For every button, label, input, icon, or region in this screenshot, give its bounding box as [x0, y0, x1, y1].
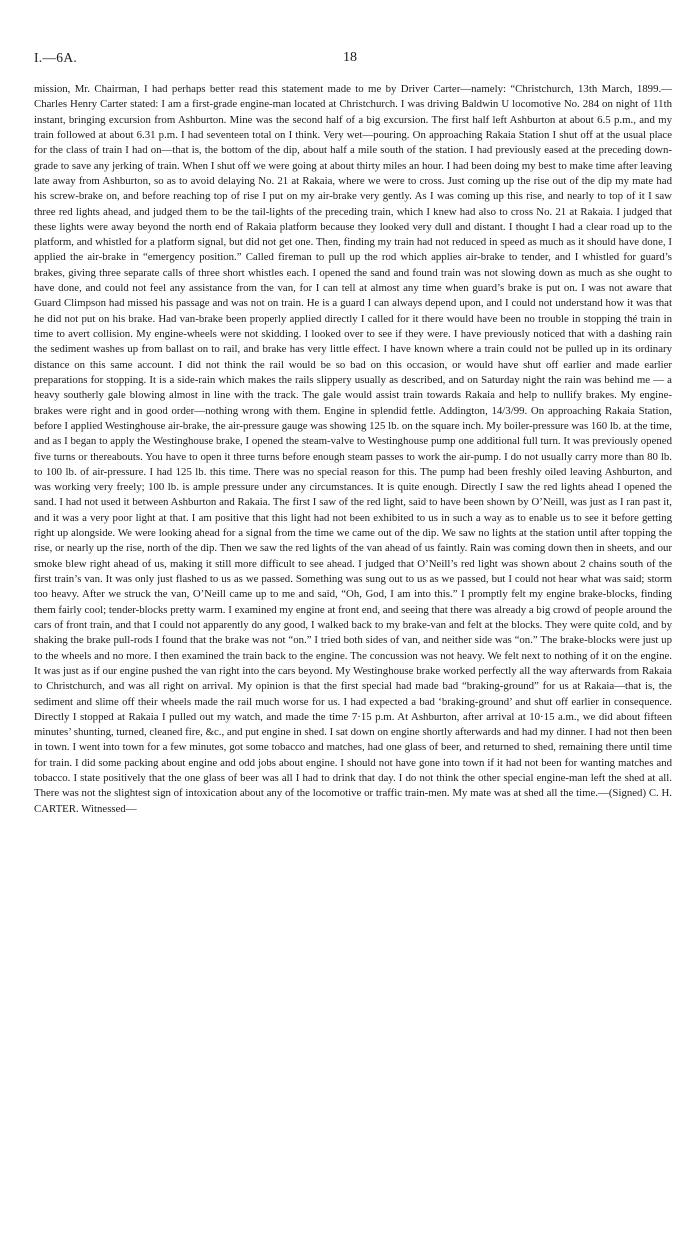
page-header	[34, 50, 666, 70]
body-paragraph: mission, Mr. Chairman, I had perhaps better read this statement made to me by Driver Carter—namely: “Christchurch, 13th March, 1899.—Charles Henry Carter stated: I am a first-grade engine-man located at Christchurch. I was driving Baldwin U locomotive No. 284 on night of 11th instant, bringing excursion from Ashburton. Mine was the second half of a big excursion. The first half left Ashburton at about 6.5 p.m., and my train followed at about 6.31 p.m. I had seventeen total on I think. Very wet—pouring. On approaching Rakaia Station I shut off at the usual place for the class of train I had on—that is, the bottom of the dip, about half a mile south of the station. I had previously eased at the preceding down-grade to save any jerking of train. When I shut off we were going at about thirty miles an hour. I had been doing my best to make time after leaving late away from Ashburton, so as to avoid delaying No. 21 at Rakaia, where we were to cross. Just coming up the rise out of the dip my mate had his screw-brake on, and before reaching top of rise I put on my air-brake very gently. As I was coming up this rise, and nearly to top of it I saw three red lights ahead, and judged them to be the tail-lights of the preceding train, which I knew had also to cross No. 21 at Rakaia. I judged that these lights were away beyond the north end of Rakaia platform because they looked very dull and distant. I thought I had a clear road up to the platform, and whistled for a platform signal, but did not get one. Then, finding my train had not reduced in speed as much as it should have done, I applied the air-brake in “emergency position.” Called fireman to pull up the rod which applies air-brake to tender, and I whistled for guard’s brakes, giving three separate calls of three short whistles each. I opened the sand and found train was not slowing down as much as she ought to have done, and could not feel any assistance from the van, for I can tell at almost any time when guard’s brake is put on. I was not aware that Guard Climpson had missed his passage and was not on train. He is a guard I can always depend upon, and I could not understand how it was that he did not put on his brake. Had van-brake been properly applied directly I called for it there would have been no trouble in stopping thé train in time to avert collision. My engine-wheels were not skidding. I looked over to see if they were. I have previously noticed that with a dashing rain the sediment washes up from ballast on to rail, and brake has very little effect. I have known where a train could not be pulled up in its ordinary distance on this same account. I did not think the rail would be so bad on this occasion, or would have shut off earlier and made earlier preparations for stopping. It is a side-rain which makes the rails slippery usually as described, and on Saturday night the rain was behind me — a heavy southerly gale blowing almost in line with the track. The gale would assist train towards Rakaia and help to nullify brakes. My engine-brakes were right and in good order—nothing wrong with them. Engine in splendid fettle. Addington, 14/3/99. On approaching Rakaia Station, before I applied Westinghouse air-brake, the air-pressure gauge was showing 125 lb. on the square inch. My boiler-pressure was 160 lb. at the time, and as I began to apply the Westinghouse brake, I opened the steam-valve to Westinghouse pump one additional full turn. It was previously opened five turns or thereabouts. You have to open it three turns before enough steam passes to work the air-pump. I do not usually carry more than 80 lb. to 100 lb. of air-pressure. I had 125 lb. this time. There was no special reason for this. The pump had been freshly oiled leaving Ashburton, and was working very freely; 100 lb. is ample pressure under any circumstances. It is quite enough. Directly I saw the red lights ahead I opened the sand. I had not used it between Ashburton and Rakaia. The first I saw of the red light, said to have been shown by O’Neill, was just as I ran past it, and it was a very poor light at that. I am positive that this light had not been exhibited to us in such a way as to enable us to see it before getting right up alongside. We were looking ahead for a signal from the time we came out of the dip. We saw no lights at the station until after topping the rise, or nearly up the rise, north of the dip. Then we saw the red lights of the van ahead of us faintly. Rain was coming down then in sheets, and our smoke blew right ahead of us, making it still more difficult to see ahead. I judged that O’Neill’s red light was shown about 2 chains south of the first train’s van. It was only just flashed to us as we passed. Something was sung out to us as we passed, but I could not hear what was said; storm too heavy. After we struck the van, O’Neill came up to me and said, “Oh, God, I am into this.” I promptly felt my engine brake-blocks, finding them fairly cool; tender-blocks pretty warm. I examined my engine at front end, and seeing that there was already a big crowd of people around the cars of front train, and that I could not apparently do any good, I walked back to my brake-van and felt at the blocks. They were quite cold, and by shaking the brake pull-rods I found that the brake was not “on.” I tried both sides of van, and neither side was “on.” The brake-blocks were just up to the wheels and no more. I then examined the train back to the engine. The concussion was not heavy. We felt next to nothing of it on the engine. It was just as if our engine pushed the van right into the cars beyond. My Westinghouse brake worked perfectly all the way afterwards from Rakaia to Christchurch, and was all right on arrival. My opinion is that the first special had made bad “braking-ground” for us at Rakaia—that is, the sediment and slime off their wheels made the rail much worse for us. I had expected a bad ‘braking-ground’ and shut off earlier in consequence. Directly I stopped at Rakaia I pulled out my watch, and made the time 7·15 p.m. At Ashburton, after arrival at 10·15 a.m., we did about fifteen minutes’ shunting, turned, cleaned fire, &c., and put engine in shed. I sat down on engine shortly afterwards and had my dinner. I had not then been in town. I went into town for a few minutes, got some tobacco and matches, had one glass of beer, and returned to shed, remaining there until time for train. I did some packing about engine and odd jobs about engine. I should not have gone into town if it had not been for wanting matches and tobacco. I state positively that the one glass of beer was all I had to drink that day. I do not think the other special engine-man left the shed at all. There was not the slightest sign of intoxication about any of the locomotive or traffic train-men. My mate was at shed all the time.—(Signed) C. H. CARTER. Witnessed—	[34, 83, 672, 815]
page-number: 18	[343, 50, 357, 65]
page-reference: I.—6A.	[34, 50, 78, 65]
